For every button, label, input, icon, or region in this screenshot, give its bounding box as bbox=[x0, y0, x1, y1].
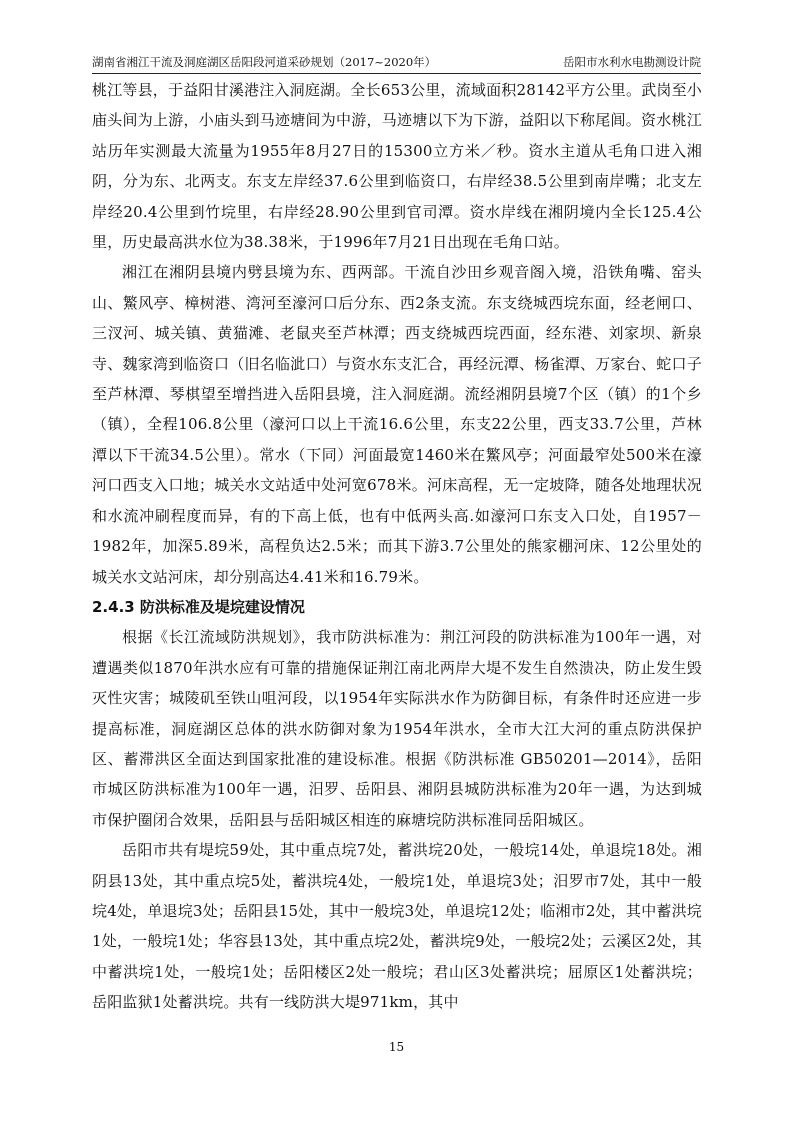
header-title: 湖南省湘江干流及洞庭湖区岳阳段河道采砂规划（2017~2020年） bbox=[92, 55, 437, 69]
page-header bbox=[92, 53, 701, 74]
section-heading: 2.4.3 防洪标准及堤垸建设情况 bbox=[92, 597, 305, 616]
paragraph-levee-count: 岳阳市共有堤垸59处，其中重点垸7处，蓄洪垸20处，一般垸14处，单退垸18处。湘阴县13处，其中重点垸5处，蓄洪垸4处，一般垸1处，单退垸3处；汨罗市7处，其中一般垸4处，单退垸3处；岳阳县15处，其中一般垸3处，单退垸12处；临湘市2处，其中蓄洪垸1处，一般垸1处；华容县13处，其中重点垸2处，蓄洪垸9处，一般垸2处；云溪区2处，其中蓄洪垸1处，一般垸1处；岳阳楼区2处一般垸；君山区3处蓄洪垸；屈原区1处蓄洪垸；岳阳监狱1处蓄洪垸。共有一线防洪大堤971km，其中 bbox=[92, 841, 702, 1012]
header-organization: 岳阳市水利水电勘测设计院 bbox=[563, 55, 701, 69]
page-number: 15 bbox=[388, 1040, 405, 1054]
paragraph-zishui: 桃江等县，于益阳甘溪港注入洞庭湖。全长653公里，流域面积28142平方公里。武岗至小庙头间为上游，小庙头到马迹塘间为中游，马迹塘以下为下游，益阳以下称尾闾。资水桃江站历年实测最大流量为1955年8月27日的15300立方米／秒。资水主道从毛角口进入湘阴，分为东、北两支。东支左岸经37.6公里到临资口，右岸经38.5公里到南岸嘴；北支左岸经20.4公里到竹垸里，右岸经28.90公里到官司潭。资水岸线在湘阴境内全长125.4公里，历史最高洪水位为38.38米，于1996年7月21日出现在毛角口站。 bbox=[92, 81, 702, 252]
paragraph-flood-standard: 根据《长江流域防洪规划》，我市防洪标准为：荆江河段的防洪标准为100年一遇，对遭遇类似1870年洪水应有可靠的措施保证荆江南北两岸大堤不发生自然溃决，防止发生毁灭性灾害；城陵矶至铁山咀河段，以1954年实际洪水作为防御目标，有条件时还应进一步提高标准，洞庭湖区总体的洪水防御对象为1954年洪水，全市大江大河的重点防洪保护区、蓄滞洪区全面达到国家批准的建设标准。根据《防洪标准 GB50201—2014》，岳阳市城区防洪标准为100年一遇，汨罗、岳阳县、湘阴县城防洪标准为20年一遇，为达到城市保护圈闭合效果，岳阳县与岳阳城区相连的麻塘垸防洪标准同岳阳城区。 bbox=[92, 628, 702, 829]
page-body bbox=[92, 75, 702, 1018]
paragraph-xiangjiang: 湘江在湘阴县境内劈县境为东、西两部。干流自沙田乡观音阁入境，沿铁角嘴、窑头山、鰵风亭、樟树港、湾河至濠河口后分东、西2条支流。东支绕城西垸东面，经老闸口、三汊河、城关镇、黄猫滩、老鼠夹至芦林潭；西支绕城西垸西面，经东港、刘家坝、新泉寺、魏家湾到临资口（旧名临泚口）与资水东支汇合，再经沅潭、杨雀潭、万家台、蛇口子至芦林潭、琴棋望至增挡进入岳阳县境，注入洞庭湖。流经湘阴县境7个区（镇）的1个乡（镇），全程106.8公里（濠河口以上干流16.6公里，东支22公里，西支33.7公里，芦林潭以下干流34.5公里）。常水（下同）河面最宽1460米在鰵风亭；河面最窄处500米在濠河口西支入口地；城关水文站适中处河宽678米。河床高程，无一定坡降，随各处地理状况和水流冲刷程度而异，有的下高上低，也有中低两头高.如濠河口东支入口处，自1957－1982年，加深5.89米，高程负达2.5米；而其下游3.7公里处的熊家棚河床、12公里处的城关水文站河床，却分别高达4.41米和16.79米。 bbox=[92, 263, 702, 586]
